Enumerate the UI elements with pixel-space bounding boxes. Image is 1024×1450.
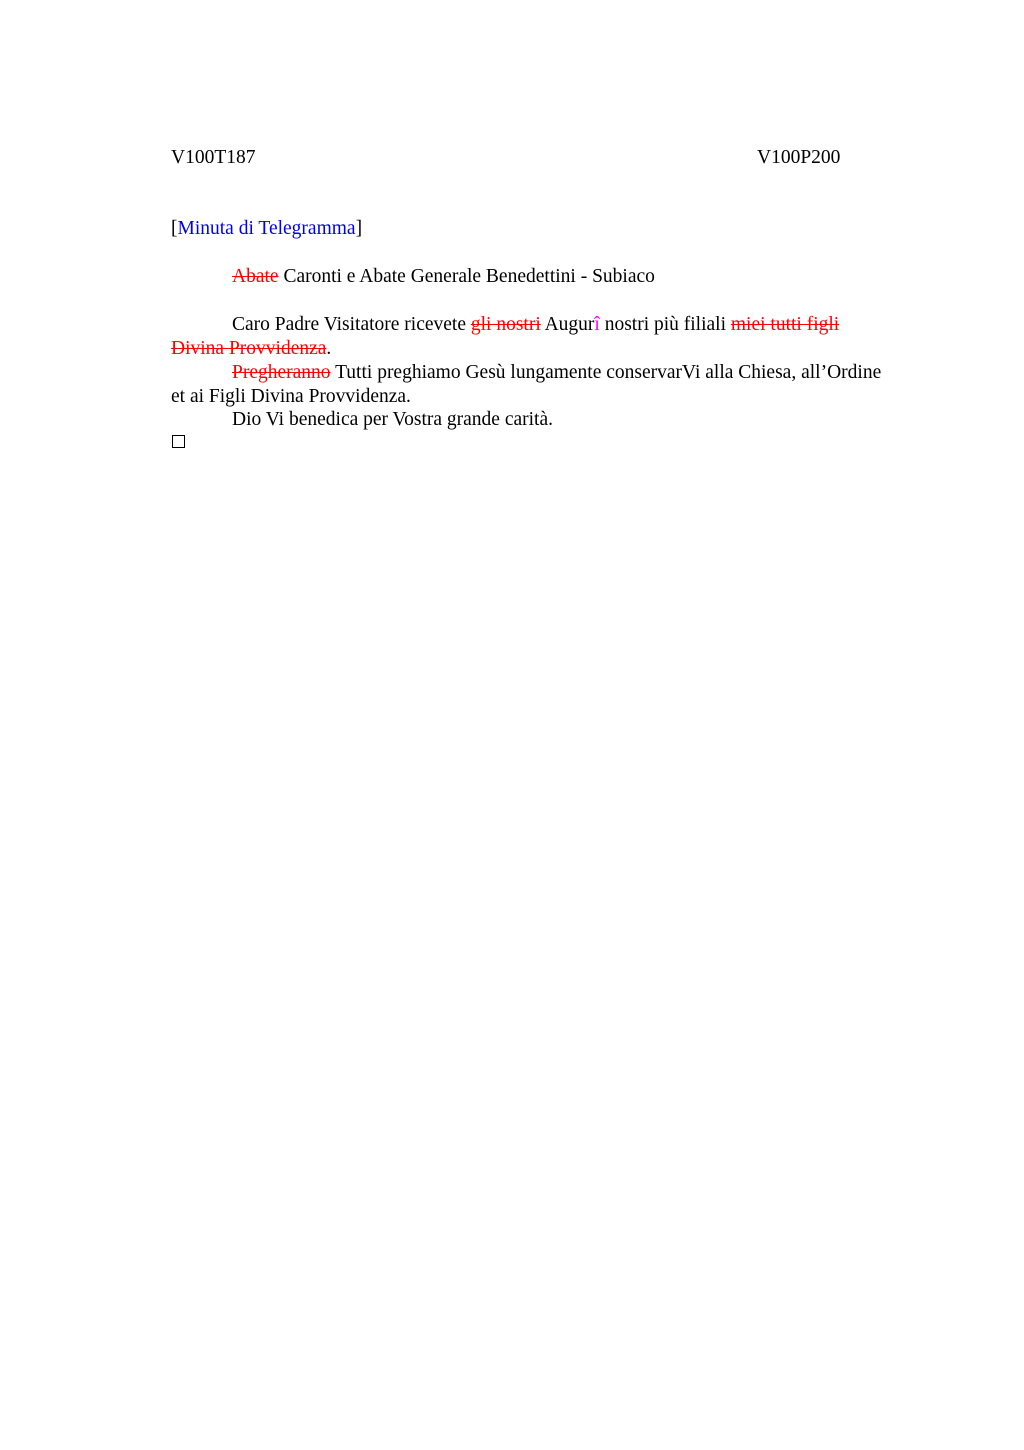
body-line-4: et ai Figli Divina Provvidenza. xyxy=(171,386,411,407)
address-text: Caronti e Abate Generale Benedettini - Subiaco xyxy=(278,266,655,287)
left-code: V100T187 xyxy=(171,147,256,168)
body-line-2 xyxy=(171,337,331,361)
body-line-3 xyxy=(232,361,881,385)
deleted-text: miei tutti figli xyxy=(730,314,840,335)
body-text: Tutti preghiamo Gesù lungamente conservarVi alla Chiesa, all’Ordine xyxy=(330,362,882,383)
body-line-1 xyxy=(232,313,839,337)
body-text: . xyxy=(326,338,332,359)
title-text: Minuta di Telegramma xyxy=(177,218,356,239)
body-text: nostri più filiali xyxy=(599,314,731,335)
checkbox-square-icon xyxy=(172,435,185,448)
deleted-text: gli nostri xyxy=(470,314,541,335)
right-code: V100P200 xyxy=(757,147,841,168)
deleted-text: Pregheranno xyxy=(232,362,331,383)
body-text: Augur xyxy=(540,314,595,335)
body-text: Caro Padre Visitatore ricevete xyxy=(232,314,471,335)
deleted-text: Divina Provvidenza xyxy=(171,338,327,359)
title-close-bracket: ] xyxy=(355,218,363,239)
document-title xyxy=(171,217,362,241)
address-line xyxy=(232,265,655,289)
inserted-mark: î xyxy=(594,314,600,335)
address-deleted-word: Abate xyxy=(232,266,279,287)
title-open-bracket: [ xyxy=(171,218,178,239)
body-line-5: Dio Vi benedica per Vostra grande carità. xyxy=(232,409,554,430)
